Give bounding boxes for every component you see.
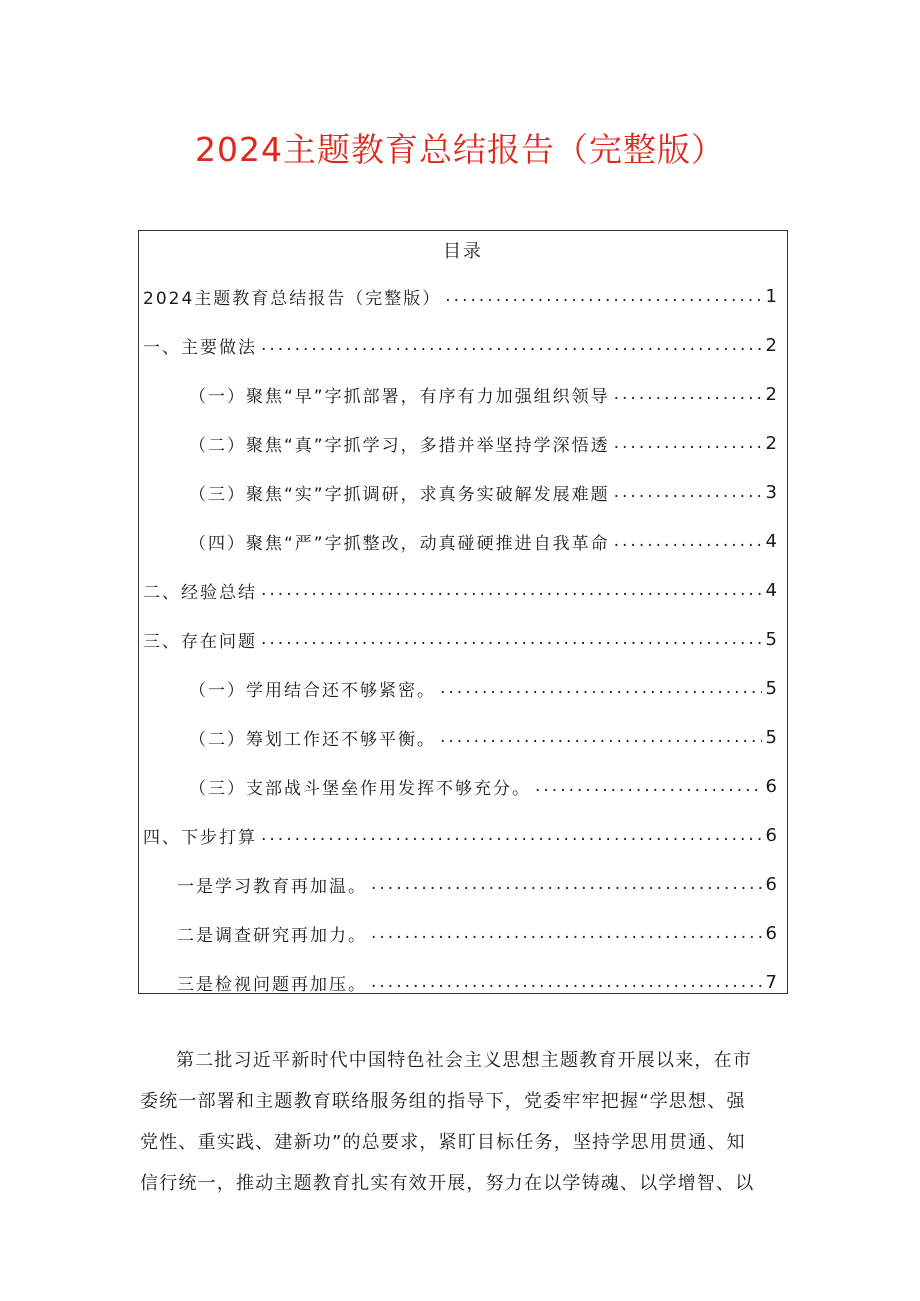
toc-leader-dots xyxy=(261,335,762,355)
toc-entry-title: 一是学习教育再加温。 xyxy=(177,876,367,897)
toc-entry-page: 6 xyxy=(765,824,777,846)
toc-entry-title: 一、主要做法 xyxy=(143,337,257,358)
toc-entry[interactable] xyxy=(139,624,787,654)
toc-leader-dots xyxy=(614,482,762,502)
toc-leader-dots xyxy=(440,678,762,698)
toc-entry-title: 二、经验总结 xyxy=(143,582,257,603)
toc-entry[interactable] xyxy=(139,967,787,997)
toc-leader-dots xyxy=(261,580,762,600)
toc-entry-page: 2 xyxy=(765,334,777,356)
toc-leader-dots xyxy=(261,825,762,845)
toc-entry-page: 4 xyxy=(765,579,777,601)
toc-entry-page: 5 xyxy=(765,726,777,748)
toc-leader-dots xyxy=(371,923,762,943)
toc-heading: 目录 xyxy=(443,241,483,262)
toc-entry[interactable] xyxy=(139,330,787,360)
toc-entry-page: 5 xyxy=(765,628,777,650)
toc-entry[interactable] xyxy=(139,771,787,801)
toc-entry[interactable] xyxy=(139,820,787,850)
toc-entry-title: 四、下步打算 xyxy=(143,827,257,848)
toc-leader-dots xyxy=(440,727,762,747)
toc-leader-dots xyxy=(445,286,761,306)
toc-entry-page: 5 xyxy=(765,677,777,699)
toc-entry-title: （三）支部战斗堡垒作用发挥不够充分。 xyxy=(189,778,531,799)
toc-entry-title: （四）聚焦“严”字抓整改，动真碰硬推进自我革命 xyxy=(189,533,610,554)
toc-entry[interactable] xyxy=(139,428,787,458)
body-paragraph xyxy=(140,1040,790,1204)
toc-entry-page: 6 xyxy=(765,922,777,944)
toc-leader-dots xyxy=(371,972,762,992)
toc-leader-dots xyxy=(535,776,762,796)
toc-entry-title: （三）聚焦“实”字抓调研，求真务实破解发展难题 xyxy=(189,484,610,505)
toc-entry-title: 三是检视问题再加压。 xyxy=(177,974,367,995)
toc-entry[interactable] xyxy=(139,526,787,556)
toc-entry-page: 1 xyxy=(765,285,777,307)
toc-entry-title: 三、存在问题 xyxy=(143,631,257,652)
toc-entry[interactable] xyxy=(139,673,787,703)
body-line: 委统一部署和主题教育联络服务组的指导下，党委牢牢把握“学思想、强 xyxy=(140,1091,746,1112)
toc-entry[interactable] xyxy=(139,869,787,899)
toc-entry-page: 4 xyxy=(765,530,777,552)
toc-entry[interactable] xyxy=(139,281,787,311)
toc-entry-title: （二）筹划工作还不够平衡。 xyxy=(189,729,436,750)
body-line: 党性、重实践、建新功”的总要求，紧盯目标任务，坚持学思用贯通、知 xyxy=(140,1132,746,1153)
toc-leader-dots xyxy=(614,384,762,404)
toc-leader-dots xyxy=(261,629,762,649)
toc-leader-dots xyxy=(371,874,762,894)
toc-entry-title: 2024主题教育总结报告（完整版） xyxy=(143,288,442,309)
document-title: 2024主题教育总结报告（完整版） xyxy=(195,130,725,169)
body-line: 第二批习近平新时代中国特色社会主义思想主题教育开展以来，在市 xyxy=(176,1050,752,1071)
toc-entry-page: 3 xyxy=(765,481,777,503)
toc-entry-page: 7 xyxy=(765,971,777,993)
toc-entry-page: 2 xyxy=(765,383,777,405)
body-line: 信行统一，推动主题教育扎实有效开展，努力在以学铸魂、以学增智、以 xyxy=(140,1173,755,1194)
toc-entry[interactable] xyxy=(139,379,787,409)
toc-leader-dots xyxy=(614,531,762,551)
toc-entry-title: 二是调查研究再加力。 xyxy=(177,925,367,946)
toc-entry[interactable] xyxy=(139,918,787,948)
toc-leader-dots xyxy=(614,433,762,453)
toc-entry-page: 6 xyxy=(765,775,777,797)
toc-entry[interactable] xyxy=(139,477,787,507)
toc-entry-page: 6 xyxy=(765,873,777,895)
toc-entry-title: （二）聚焦“真”字抓学习，多措并举坚持学深悟透 xyxy=(189,435,610,456)
toc-entry-title: （一）聚焦“早”字抓部署，有序有力加强组织领导 xyxy=(189,386,610,407)
toc-entry[interactable] xyxy=(139,575,787,605)
toc-entry-title: （一）学用结合还不够紧密。 xyxy=(189,680,436,701)
toc-entry-page: 2 xyxy=(765,432,777,454)
table-of-contents xyxy=(138,230,788,994)
toc-entry[interactable] xyxy=(139,722,787,752)
